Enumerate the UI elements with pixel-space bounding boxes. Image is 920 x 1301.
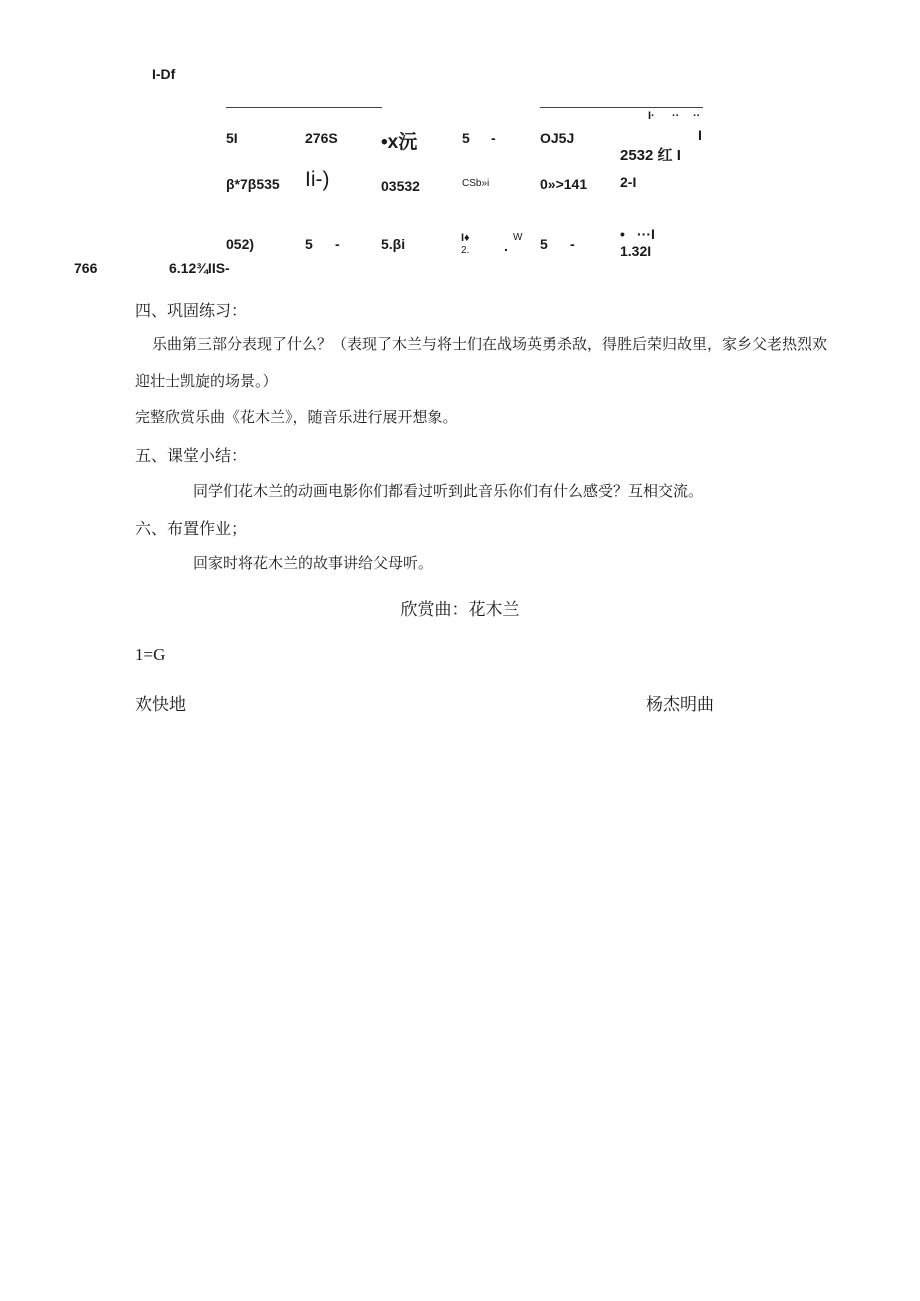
score-note: . (504, 238, 508, 254)
score-note: 03532 (381, 178, 420, 194)
score-note: 2-I (620, 174, 637, 190)
score-note: - (491, 130, 496, 146)
score-note: I♦ (461, 232, 470, 244)
score-note: β*7β535 (226, 176, 280, 192)
paragraph-question-cont: 迎壮士凯旋的场景。） (135, 374, 278, 390)
score-note: 2532 红 I (620, 147, 681, 164)
score-note: 5 (462, 130, 470, 146)
score-note: 5I (226, 130, 238, 146)
score-note: 5.βi (381, 236, 406, 252)
paragraph-homework: 回家时将花木兰的故事讲给父母听。 (193, 556, 434, 572)
paragraph-summary: 同学们花木兰的动画电影你们都看过听到此音乐你们有什么感受？互相交流。 (193, 484, 704, 500)
score-note: Ii-) (305, 168, 330, 191)
score-note: OJ5J (540, 130, 575, 146)
score-composer: 杨杰明曲 (646, 695, 714, 714)
score-key-tag: I-Df (152, 66, 176, 82)
section-heading-summary: 五、课堂小结： (135, 448, 248, 465)
score-note: • (620, 226, 625, 242)
score-note: I· (648, 110, 655, 122)
score-note: 2. (461, 245, 470, 256)
score-note: 6.12¾IIS- (169, 260, 230, 276)
paragraph-listen: 完整欣赏乐曲《花木兰》，随音乐进行展开想象。 (135, 410, 458, 426)
score-note: •x沅 (381, 132, 418, 153)
score-note: - (570, 236, 575, 252)
score-tempo: 欢快地 (135, 695, 186, 714)
score-note: 276S (305, 130, 338, 146)
score-note: W (513, 232, 523, 243)
score-bracket-line-left (226, 107, 382, 108)
score-title: 欣赏曲：花木兰 (400, 600, 520, 619)
score-note: ·· (672, 110, 680, 122)
paragraph-question: 乐曲第三部分表现了什么？（表现了木兰与将士们在战场英勇杀敌，得胜后荣归故里，家乡父老热烈欢 (152, 337, 828, 353)
score-note: ·· (693, 110, 701, 122)
score-note: 0»>141 (540, 176, 588, 192)
score-bracket-line-right (540, 107, 703, 108)
section-heading-practice: 四、巩固练习： (135, 303, 248, 320)
section-heading-homework: 六、布置作业； (135, 521, 248, 538)
score-note: ···I (637, 226, 655, 242)
score-note: 1.32I (620, 243, 652, 259)
score-note: 5 (540, 236, 548, 252)
score-note: 5 (305, 236, 313, 252)
score-note: CSb»i (462, 178, 490, 189)
score-note: 052) (226, 236, 255, 252)
score-note: I (698, 127, 702, 143)
score-note: 766 (74, 260, 98, 276)
score-note: - (335, 236, 340, 252)
score-key: 1=G (135, 645, 166, 664)
